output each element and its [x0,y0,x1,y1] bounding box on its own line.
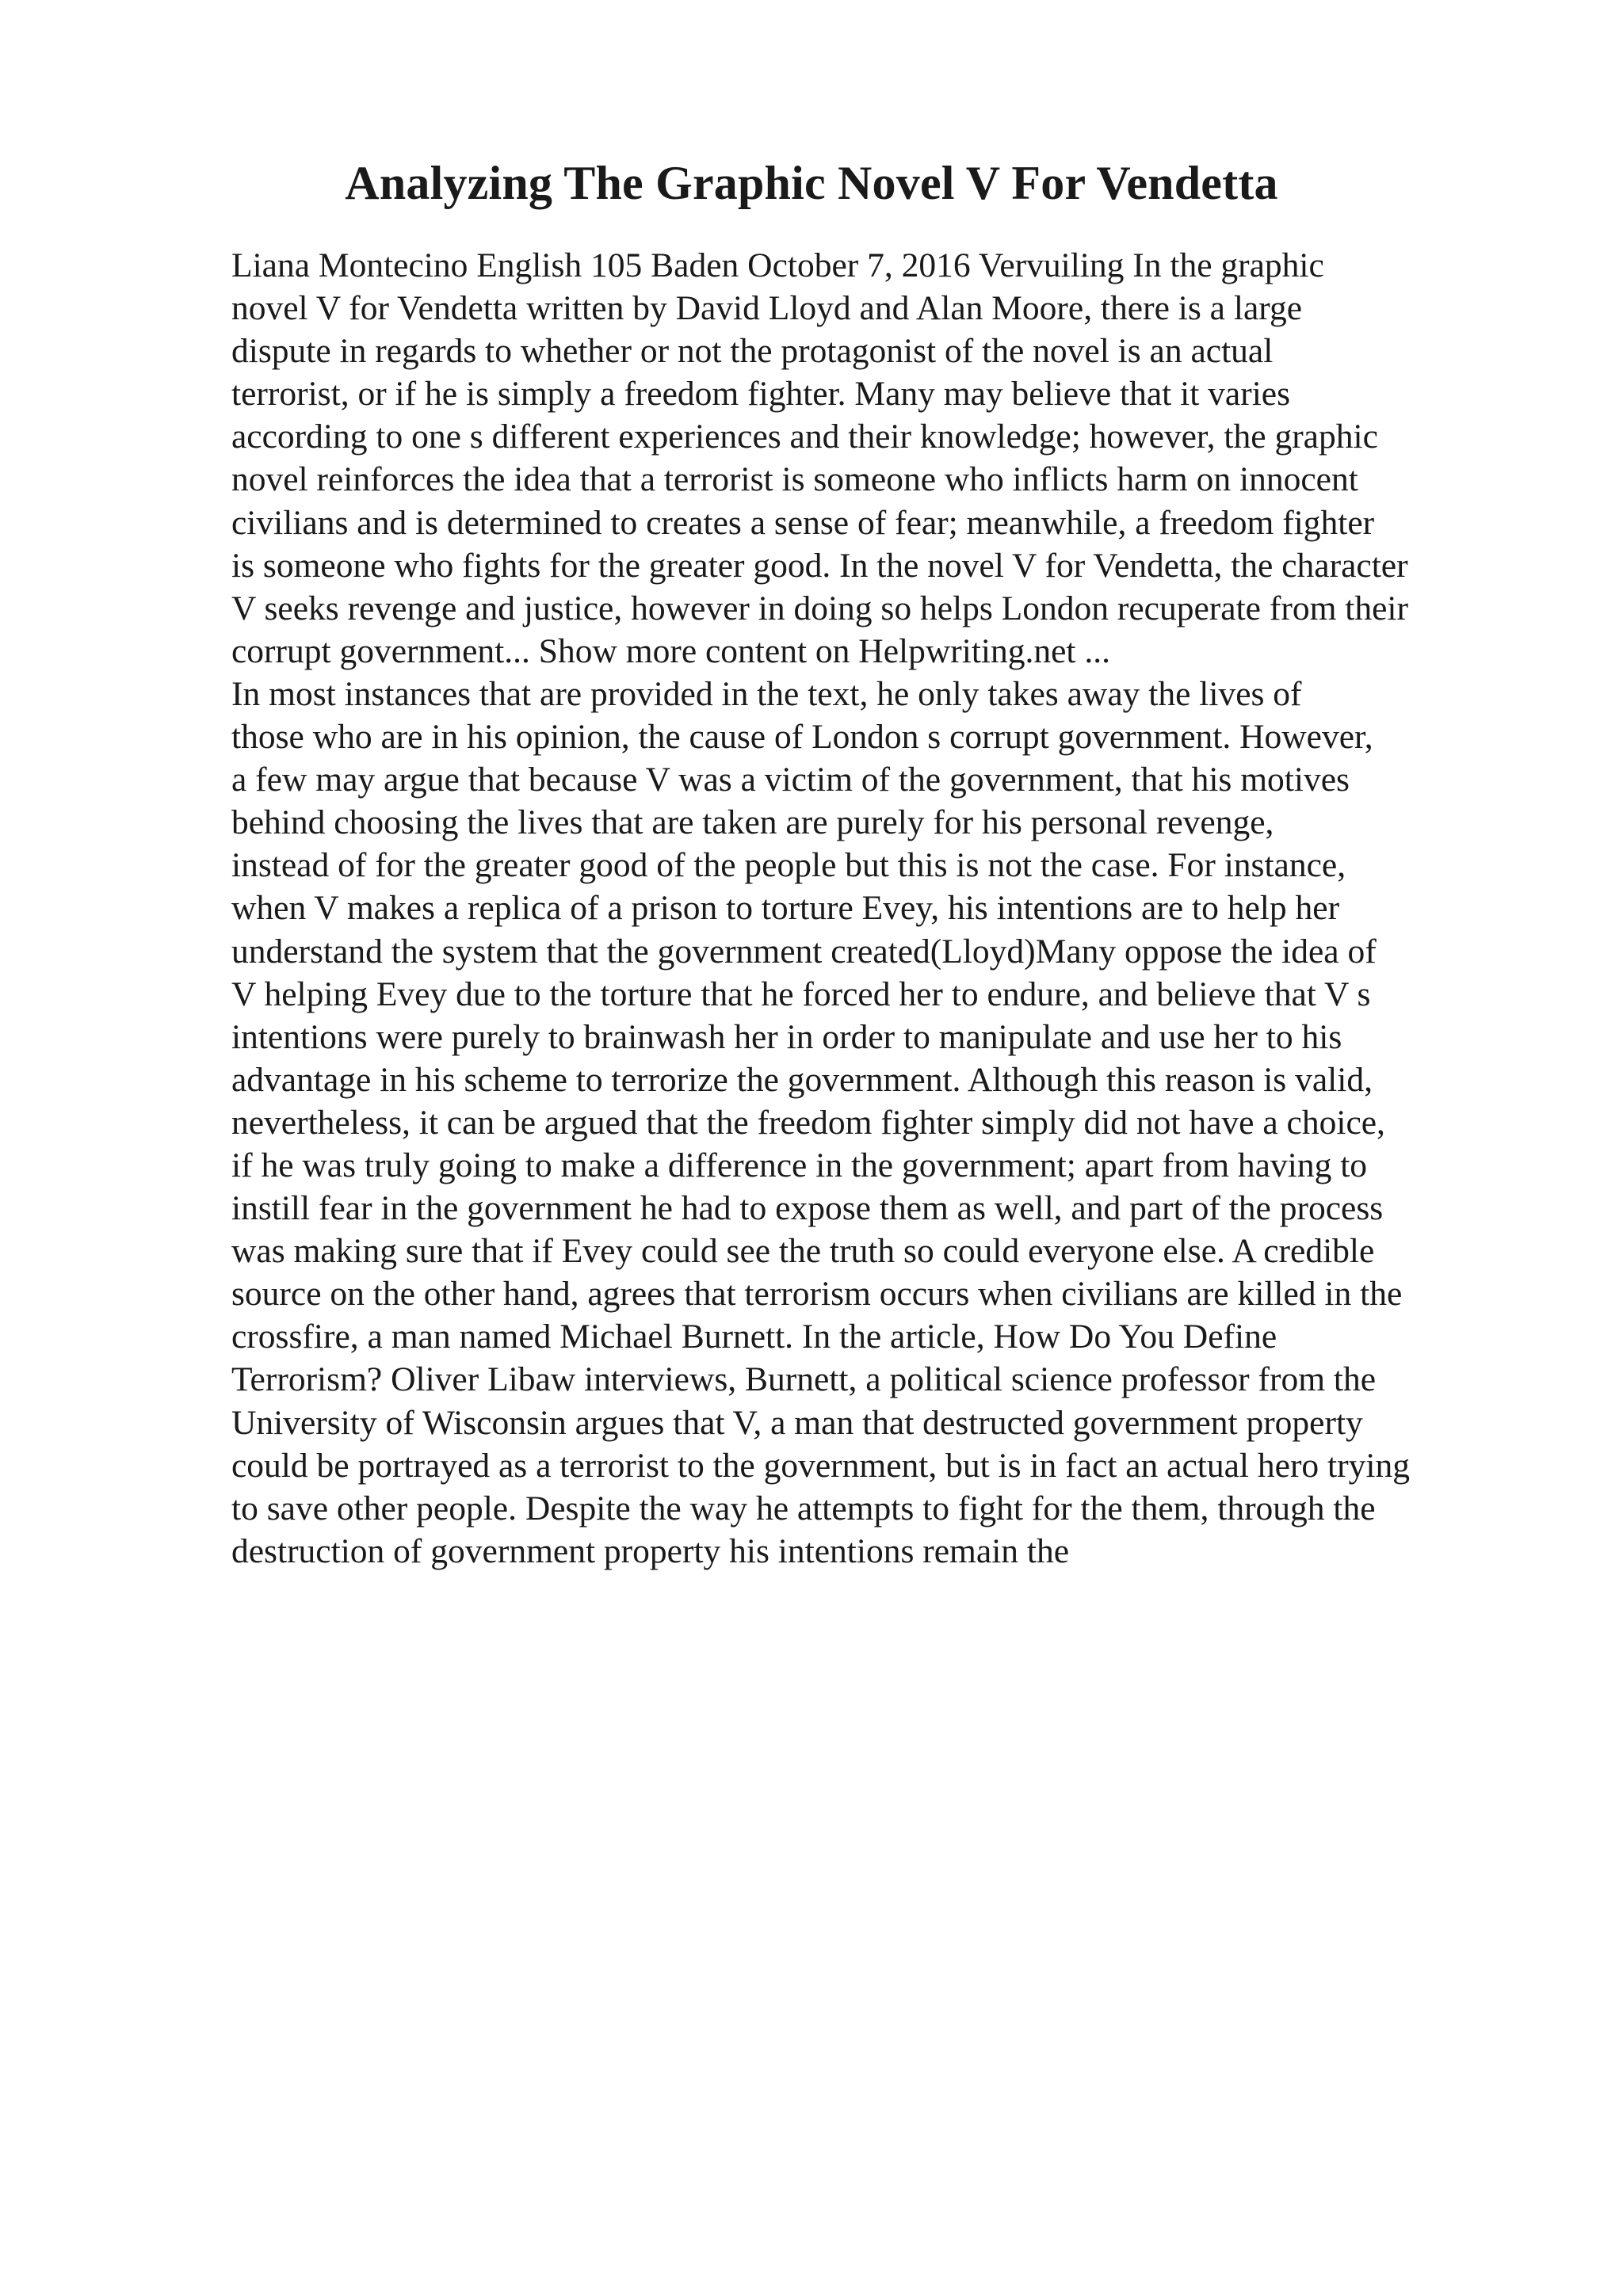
text-line: intentions were purely to brainwash her in order to manipulate and use her to his [231,1017,1342,1056]
text-line: novel reinforces the idea that a terrorist is someone who inflicts harm on innocent [231,460,1358,499]
text-line: behind choosing the lives that are taken are purely for his personal revenge, [231,803,1274,842]
text-line: crossfire, a man named Michael Burnett. In the article, How Do You Define [231,1318,1277,1356]
text-line: to save other people. Despite the way he attempts to fight for the them, through the [231,1489,1376,1527]
text-line: source on the other hand, agrees that terrorism occurs when civilians are killed in the [231,1275,1403,1314]
text-line: instead of for the greater good of the people but this is not the case. For instance, [231,846,1346,885]
text-line: civilians and is determined to creates a sense of fear; meanwhile, a freedom fighter [231,503,1375,542]
text-line: destruction of government property his intentions remain the [231,1531,1070,1570]
text-line: advantage in his scheme to terrorize the government. Although this reason is valid, [231,1060,1373,1099]
text-line: is someone who fights for the greater good. In the novel V for Vendetta, the character [231,546,1408,585]
text-line: those who are in his opinion, the cause of London s corrupt government. However, [231,718,1373,757]
text-line: if he was truly going to make a difference in the government; apart from having to [231,1146,1368,1184]
text-line: terrorist, or if he is simply a freedom fighter. Many may believe that it varies [231,375,1291,414]
text-line: nevertheless, it can be argued that the freedom fighter simply did not have a choice, [231,1103,1385,1142]
text-line: Liana Montecino English 105 Baden October 7, 2016 Vervuiling In the graphic [231,246,1324,284]
text-line: dispute in regards to whether or not the protagonist of the novel is an actual [231,332,1274,371]
text-line: University of Wisconsin argues that V, a man that destructed government property [231,1403,1363,1442]
text-line: was making sure that if Evey could see the truth so could everyone else. A credible [231,1232,1375,1271]
document-body [231,244,1499,1573]
text-line: novel V for Vendetta written by David Lloyd and Alan Moore, there is a large [231,289,1303,328]
text-line: could be portrayed as a terrorist to the government, but is in fact an actual hero trying [231,1446,1410,1485]
document-title: Analyzing The Graphic Novel V For Vendetta [345,157,1278,209]
text-line: according to one s different experiences and their knowledge; however, the graphic [231,418,1378,456]
text-line: V seeks revenge and justice, however in doing so helps London recuperate from their [231,589,1408,627]
text-line: a few may argue that because V was a victim of the government, that his motives [231,761,1350,799]
text-line: instill fear in the government he had to expose them as well, and part of the process [231,1189,1384,1228]
text-line: when V makes a replica of a prison to torture Evey, his intentions are to help her [231,889,1340,928]
text-line: In most instances that are provided in the text, he only takes away the lives of [231,674,1302,713]
text-line: V helping Evey due to the torture that he forced her to endure, and believe that V s [231,974,1371,1013]
text-line: corrupt government... Show more content on Helpwriting.net ... [231,631,1111,670]
text-line: understand the system that the government created(Lloyd)Many oppose the idea of [231,932,1377,971]
text-line: Terrorism? Oliver Libaw interviews, Burnett, a political science professor from the [231,1360,1377,1399]
